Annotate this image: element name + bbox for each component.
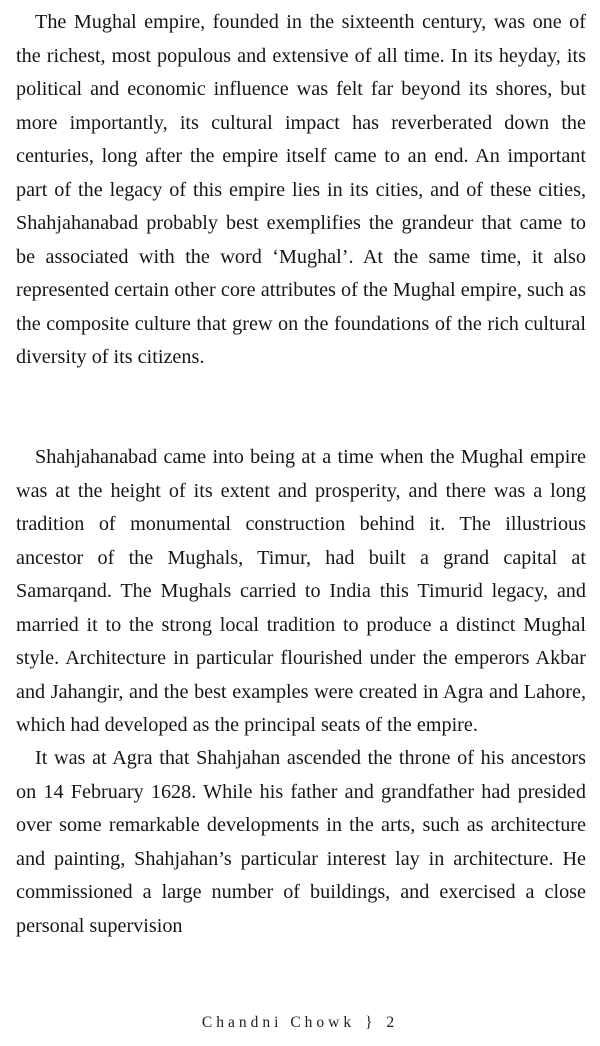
paragraph-3: It was at Agra that Shahjahan ascended the throne of his ancestors on 14 February 1628. While his father and grandfather had presided over some remarkable developments in the arts, such as architecture and painting, Shahjahan’s particular interest lay in architecture. He commissioned a large number of buildings, and exercised a close personal supervision	[16, 747, 586, 937]
running-footer	[0, 1014, 600, 1032]
page-body	[16, 0, 586, 1046]
footer-title: Chandni Chowk	[201, 1014, 356, 1031]
paragraph-2: Shahjahanabad came into being at a time when the Mughal empire was at the height of its extent and prosperity, and there was a long tradition of monumental construction behind it. The illustrious ancestor of the Mughals, Timur, had built a grand capital at Samarqand. The Mughals carried to India this Timurid legacy, and married it to the strong local tradition to produce a distinct Mughal style. Architecture in particular flourished under the emperors Akbar and Jahangir, and the best examples were created in Agra and Lahore, which had developed as the principal seats of the empire.	[16, 446, 586, 736]
page-number: 2	[386, 1014, 399, 1031]
footer-separator: }	[364, 1014, 373, 1031]
paragraph-1: The Mughal empire, founded in the sixteenth century, was one of the richest, most populous and extensive of all time. In its heyday, its political and economic influence was felt far beyond its shores, but more importantly, its cultural impact has reverberated down the centuries, long after the empire itself came to an end. An important part of the legacy of this empire lies in its cities, and of these cities, Shahjahanabad probably best exemplifies the grandeur that came to be associated with the word ‘Mughal’. At the same time, it also represented certain other core attributes of the Mughal empire, such as the composite culture that grew on the foundations of the rich cultural diversity of its citizens.	[16, 11, 586, 368]
